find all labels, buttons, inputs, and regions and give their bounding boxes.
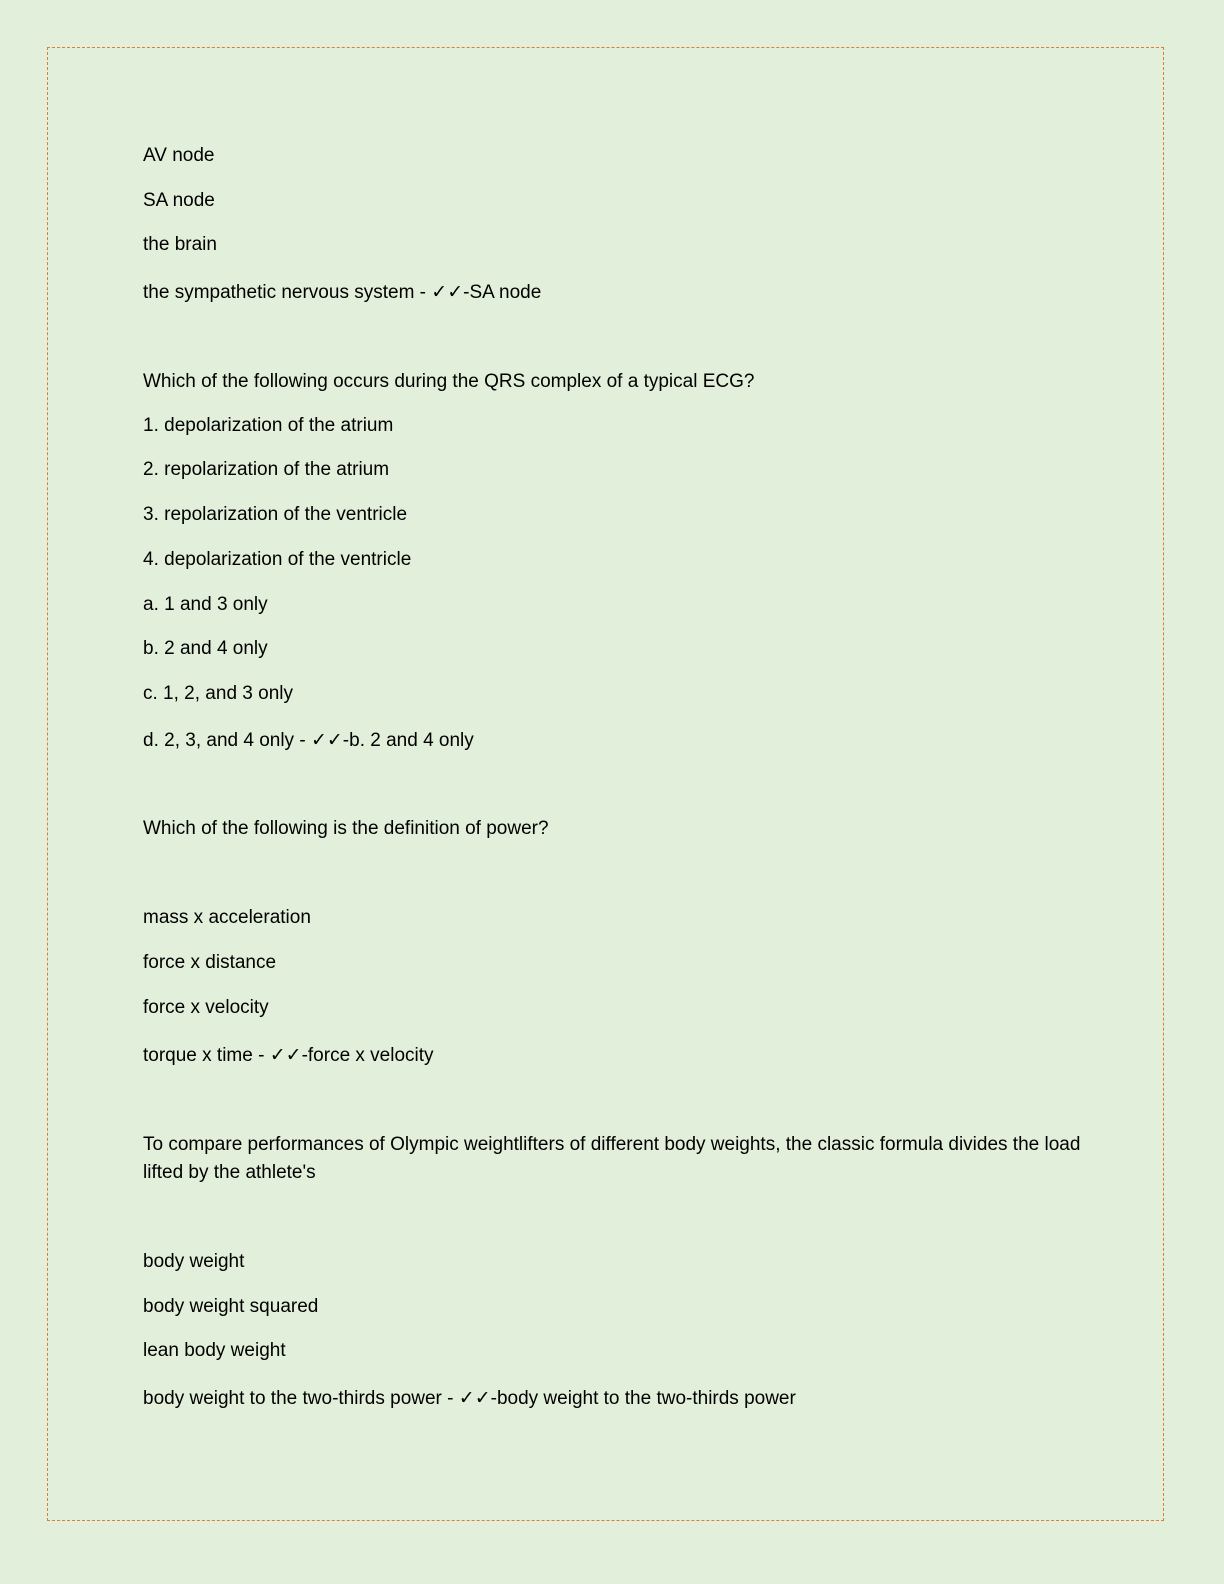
answer-line <box>143 726 474 755</box>
answer-text: -SA node <box>463 282 542 303</box>
statement-text: 2. repolarization of the atrium <box>143 459 390 480</box>
answer-line <box>143 1041 434 1070</box>
option-text: mass x acceleration <box>143 907 311 928</box>
option-text: force x distance <box>143 952 277 973</box>
answer-text: -force x velocity <box>301 1045 434 1066</box>
question-text: Which of the following is the definition of power? <box>143 818 549 839</box>
separator: - <box>294 730 311 751</box>
option-text: the brain <box>143 234 217 255</box>
separator: - <box>252 1045 270 1066</box>
option-text: torque x time <box>143 1045 253 1066</box>
option-text: body weight <box>143 1251 245 1272</box>
answer-line <box>143 278 541 307</box>
question-text: Which of the following occurs during the QRS complex of a typical ECG? <box>143 371 755 392</box>
option-text: body weight squared <box>143 1296 319 1317</box>
answer-line <box>143 1384 796 1413</box>
option-text: lean body weight <box>143 1340 286 1361</box>
question-text: To compare performances of Olympic weightlifters of different body weights, the classic formula divides the load lifted by the athlete's <box>143 1134 1081 1183</box>
option-text: b. 2 and 4 only <box>143 638 268 659</box>
option-text: SA node <box>143 190 215 211</box>
separator: - <box>414 282 432 303</box>
option-text: the sympathetic nervous system <box>143 282 415 303</box>
statement-text: 1. depolarization of the atrium <box>143 415 394 436</box>
answer-text: -b. 2 and 4 only <box>342 730 474 751</box>
option-text: force x velocity <box>143 997 269 1018</box>
option-text: AV node <box>143 145 215 166</box>
option-text: d. 2, 3, and 4 only <box>143 730 295 751</box>
statement-text: 3. repolarization of the ventricle <box>143 504 408 525</box>
check-icon: ✓✓ <box>269 1044 302 1066</box>
check-icon: ✓✓ <box>431 281 464 303</box>
option-text: a. 1 and 3 only <box>143 594 268 615</box>
answer-text: -body weight to the two-thirds power <box>490 1388 796 1409</box>
statement-text: 4. depolarization of the ventricle <box>143 549 412 570</box>
check-icon: ✓✓ <box>458 1387 491 1409</box>
separator: - <box>441 1388 459 1409</box>
check-icon: ✓✓ <box>310 729 343 751</box>
option-text: c. 1, 2, and 3 only <box>143 683 293 704</box>
option-text: body weight to the two-thirds power <box>143 1388 442 1409</box>
